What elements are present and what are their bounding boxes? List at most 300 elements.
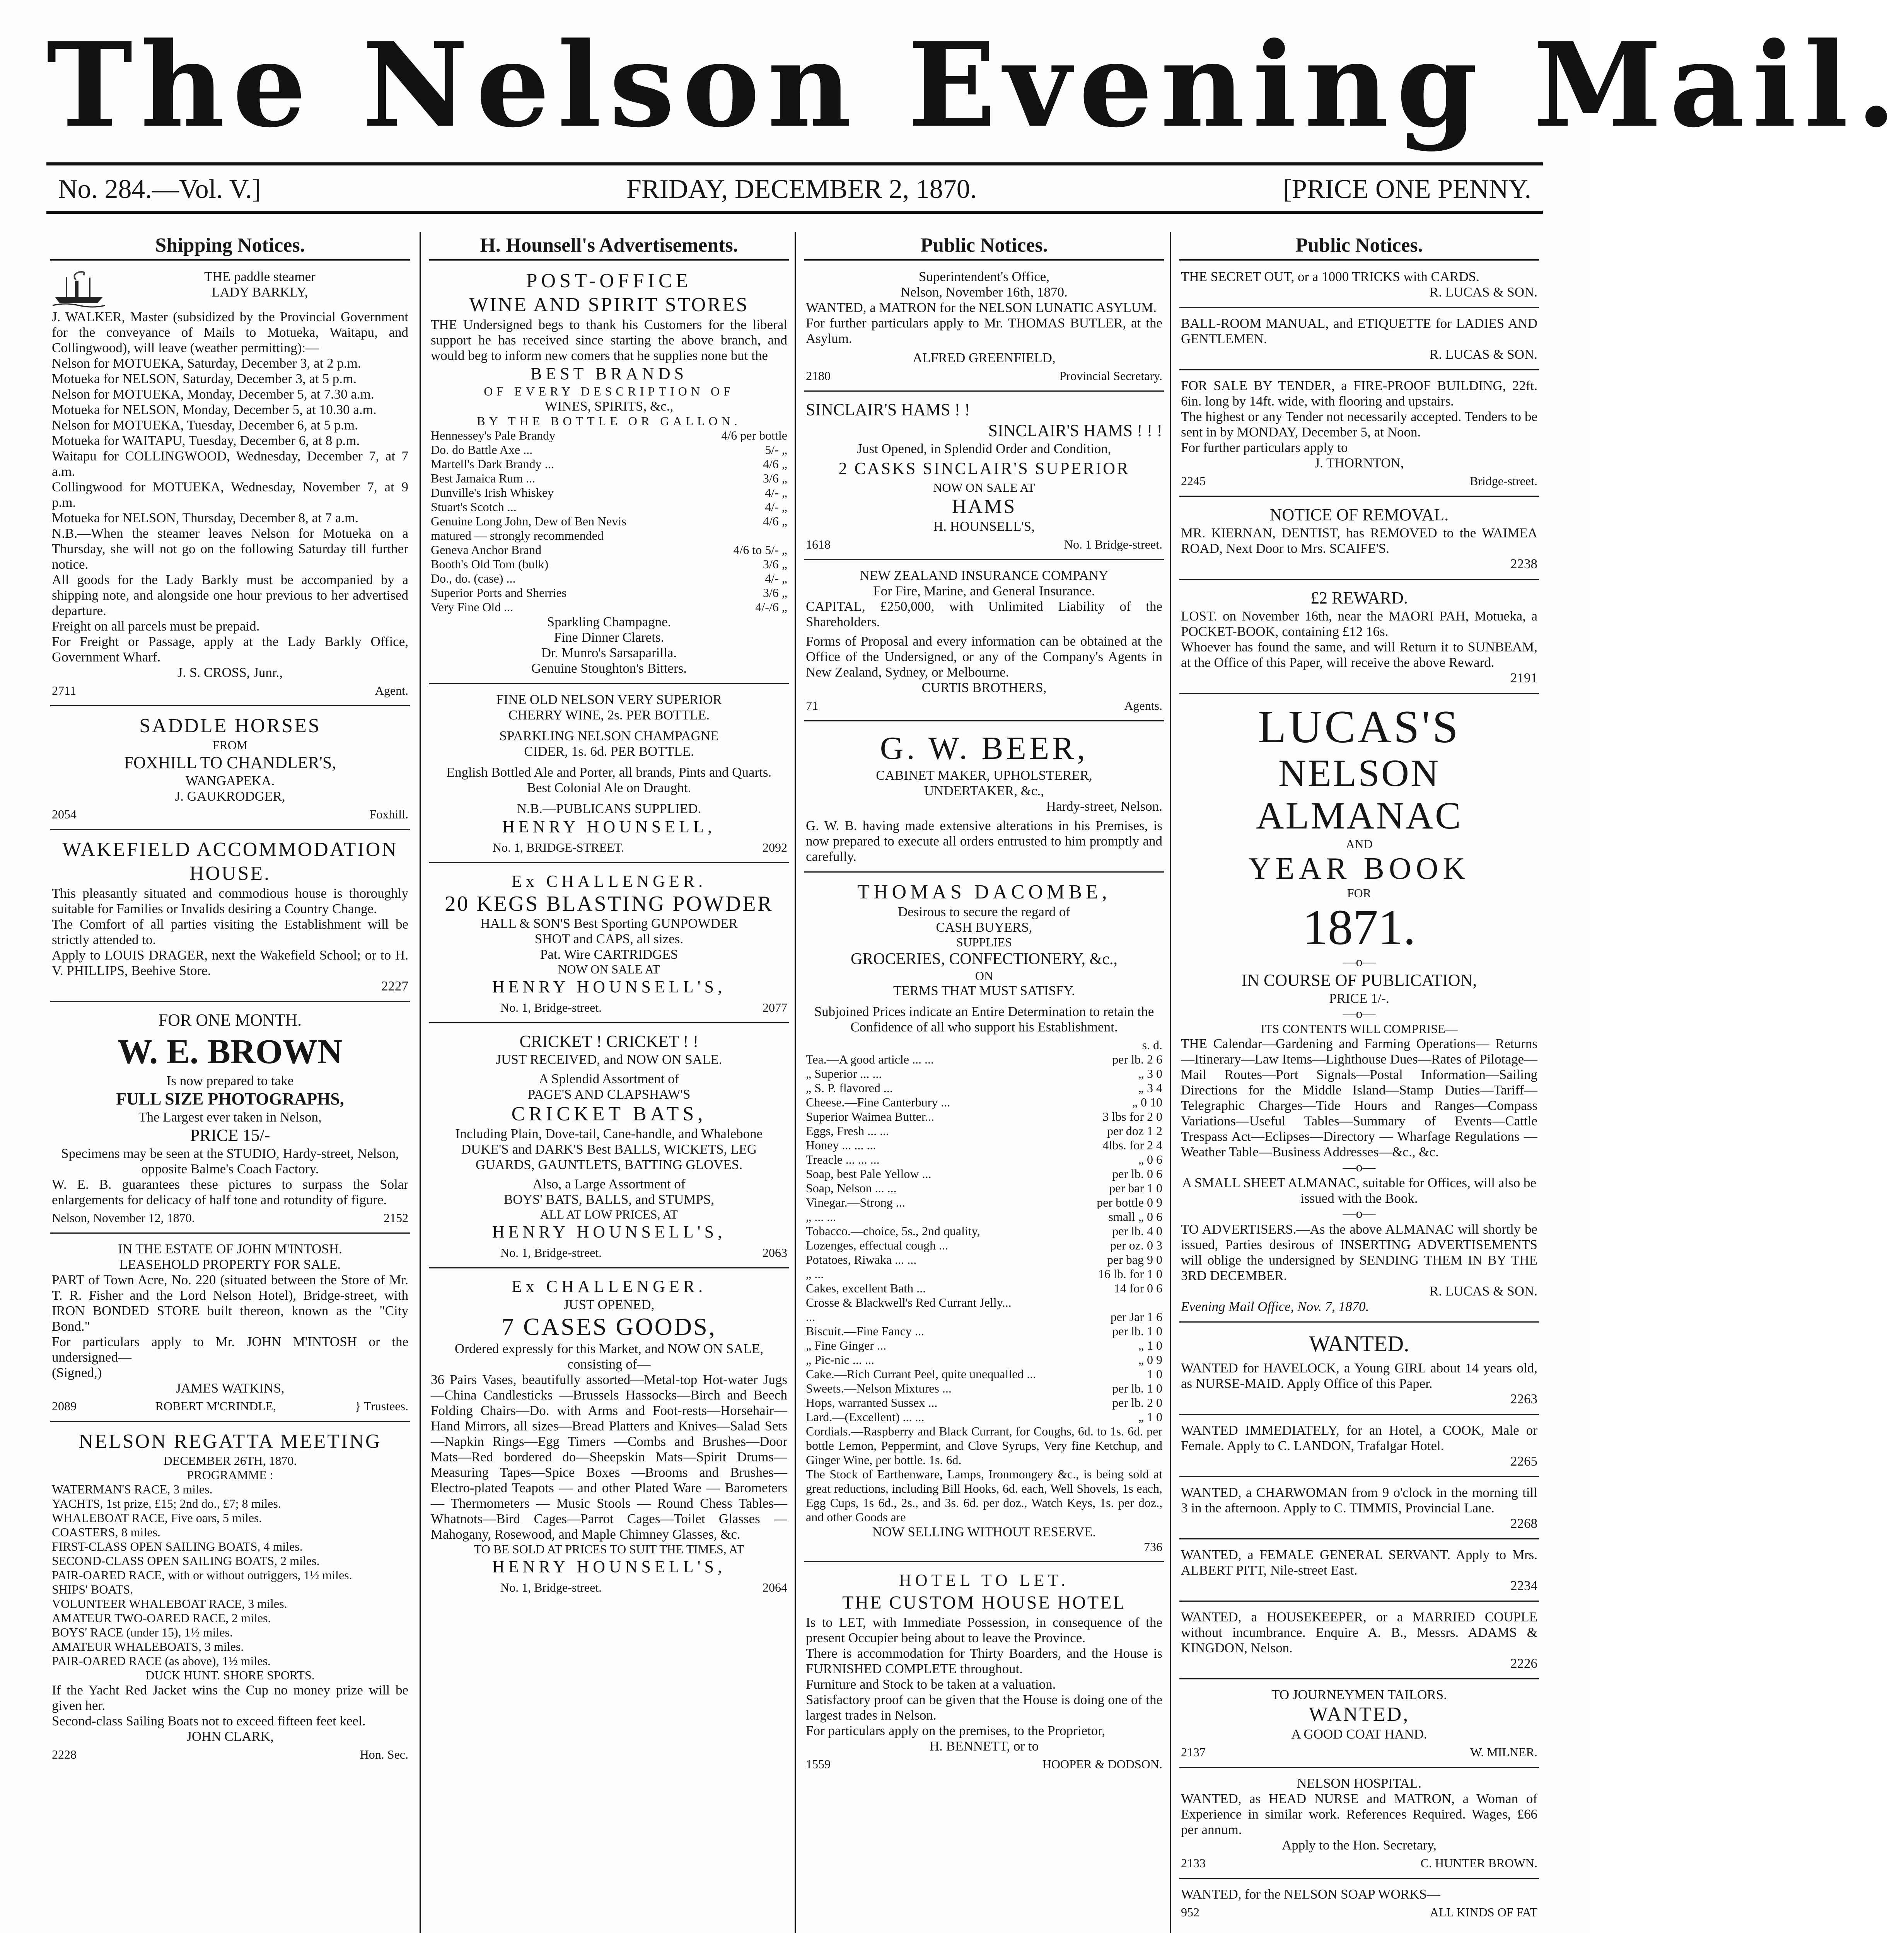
hotel-t4: Furniture and Stock to be taken at a valuation. — [806, 1677, 1056, 1692]
price-item-name: „ Superior ... ... — [806, 1067, 882, 1081]
ad-footer — [431, 1000, 787, 1015]
dacombe-t3: CASH BUYERS, — [936, 920, 1032, 935]
hams-t2: SINCLAIR'S HAMS ! ! ! — [988, 421, 1162, 440]
barkly-signer: J. S. CROSS, Junr., — [177, 665, 283, 680]
wakefield-p3: Apply to LOUIS DRAGER, next the Wakefield School; or to H. V. PHILLIPS, Beehive Store. — [52, 948, 408, 978]
issue-date: FRIDAY, DECEMBER 2, 1870. — [626, 174, 977, 204]
race-item: SHIPS' BOATS. — [52, 1582, 133, 1596]
ad-wanted-item — [1179, 1544, 1539, 1602]
ad-number: 2064 — [763, 1580, 787, 1594]
brown-price: PRICE 15/- — [190, 1126, 270, 1145]
challenger2-t4: 36 Pairs Vases, beautifully assorted—Metal-top Hot-water Jugs—China Candlesticks —Brussels Hassocks—Birch and Beech Folding Chairs—Do. with Arms and Foot-rests—Horsehair—Hand Mirrors, all sizes—Bread Platters and Knives—Salad Sets—Napkin Rings—Egg Timers —Combs and Brushes—Door Mats—Red bordered do—Sheepskin Mats—Spirit Drums—Measuring Tapes—Spice Boxes —Brooms and Brushes—Electro-plated Teapots — and other Plated Ware — Barometers — Thermometers — Music Stools — Round Chess Tables—Whatnots—Bird Cages—Parrot Cages—Toilet Glasses — Mahogany, Rosewood, and Maple Chimney Glasses, &c. — [431, 1372, 787, 1542]
barkly-freight: Freight on all parcels must be prepaid. — [52, 619, 260, 634]
price-item-name: Geneva Anchor Brand — [431, 543, 542, 557]
hospital-signer: C. HUNTER BROWN. — [1420, 1856, 1537, 1870]
ad-number: 2089 — [52, 1399, 77, 1413]
almanac-t8: PRICE 1/-. — [1329, 991, 1389, 1006]
ad-notice-removal — [1179, 501, 1539, 580]
price-item-price: per lb. 1 0 — [1112, 1324, 1162, 1338]
price-item-name: Treacle ... ... ... — [806, 1152, 880, 1166]
brown-p1: Is now prepared to take — [166, 1073, 294, 1088]
beer-t2: CABINET MAKER, UPHOLSTERER, — [876, 768, 1092, 783]
hotel-t6: For particulars apply on the premises, to the Proprietor, — [806, 1723, 1106, 1738]
price-item-name: Cakes, excellent Bath ... — [806, 1281, 926, 1295]
price-item-name: Superior Ports and Sherries — [431, 586, 567, 600]
postoffice-t4: OF EVERY DESCRIPTION OF — [484, 384, 734, 398]
brown-name: W. E. BROWN — [118, 1033, 343, 1071]
ad-footer — [52, 806, 408, 822]
price-item-name: Very Fine Old ... — [431, 600, 514, 614]
dacombe-t5: GROCERIES, CONFECTIONERY, &c., — [851, 950, 1117, 968]
asylum-t2: For further particulars apply to Mr. THOMAS BUTLER, at the Asylum. — [806, 315, 1162, 346]
ad-number: 2077 — [763, 1001, 787, 1014]
sailing-item: Collingwood for MOTUEKA, Wednesday, November 7, at 9 p.m. — [52, 479, 408, 510]
almanac-t10: THE Calendar—Gardening and Farming Operations— Returns—Itinerary—Law Items—Lighthouse Dues—Rates of Pilotage—Mail Routes—Port Signals—Postal Information—Sailing Directions for the Middle Island—Stamp Duties—Tariff—Telegraphic Charges—Tide Hours and Ranges—Compass Variations—Useful Tables—Summary of Events—Cattle Trespass Act—Eclipses—Directory — Wharfage Regulations — Weather Table—Business Addresses—&c., &c. — [1181, 1036, 1537, 1159]
tailors-signer: W. MILNER. — [1470, 1745, 1537, 1759]
price-item-name: „ S. P. flavored ... — [806, 1081, 893, 1095]
price-item — [431, 428, 787, 443]
hams-t3: Just Opened, in Splendid Order and Condition, — [857, 441, 1111, 456]
race-item: WATERMAN'S RACE, 3 miles. — [52, 1482, 213, 1496]
sailing-item: Nelson for MOTUEKA, Tuesday, December 6, at 5 p.m. — [52, 418, 358, 433]
sailing-item: Nelson for MOTUEKA, Saturday, December 3, at 2 p.m. — [52, 356, 361, 371]
ad-role: Hon. Sec. — [360, 1747, 408, 1761]
ad-brown-photographs — [50, 1007, 410, 1234]
price-item-price: per bag 9 0 — [1107, 1253, 1162, 1267]
ad-blasting-powder — [429, 868, 789, 1023]
hams-t4: 2 CASKS SINCLAIR'S SUPERIOR — [838, 459, 1130, 478]
ad-number: 2092 — [763, 840, 787, 854]
hams-t7: H. HOUNSELL'S, — [933, 519, 1035, 534]
barkly-goods: All goods for the Lady Barkly must be accompanied by a shipping note, and alongside one hour previous to her advertised departure. — [52, 572, 408, 618]
ad-saddle-horses — [50, 711, 410, 830]
steamship-icon — [52, 269, 106, 308]
price-item-price: „ 3 0 — [1138, 1067, 1162, 1081]
price-item-price: 14 for 0 6 — [1114, 1281, 1162, 1295]
masthead-rule — [46, 162, 1543, 165]
ad-number: 2180 — [806, 369, 831, 383]
ad-number: 2063 — [763, 1246, 787, 1260]
cherry-l1: FINE OLD NELSON VERY SUPERIOR — [496, 692, 722, 707]
price-item-price: 4/-/6 „ — [755, 600, 787, 614]
ad-number: 1559 — [806, 1757, 831, 1771]
price-item-price: 3/6 „ — [763, 586, 787, 600]
horses-from: FROM — [212, 738, 248, 752]
horses-route: FOXHILL TO CHANDLER'S, — [124, 753, 336, 772]
ad-ballroom-manual — [1179, 313, 1539, 370]
challenger2-t2: 7 CASES GOODS, — [502, 1313, 717, 1340]
price-item-price: 3/6 „ — [763, 557, 787, 571]
tailors-t2: A GOOD COAT HAND. — [1291, 1727, 1427, 1742]
ad-footer — [52, 1747, 408, 1762]
removal-head: NOTICE OF REMOVAL. — [1269, 505, 1449, 524]
ornament: —o— — [1343, 1160, 1376, 1174]
regatta-p2: Second-class Sailing Boats not to exceed fifteen feet keel. — [52, 1713, 366, 1728]
ad-cherry-wine — [429, 689, 789, 863]
wanted-text: WANTED IMMEDIATELY, for an Hotel, a COOK, Male or Female. Apply to C. LANDON, Trafalgar Hotel. — [1181, 1423, 1537, 1453]
postoffice-intro: THE Undersigned begs to thank his Customers for the liberal support he has received since starting the above branch, and would beg to inform new comers that he supplies none but the — [431, 317, 787, 363]
price-item — [431, 500, 787, 514]
price-item-price: 16 lb. for 1 0 — [1098, 1267, 1162, 1281]
price-item — [806, 1267, 1162, 1281]
dateline-rule — [46, 211, 1543, 214]
tender-t1: FOR SALE BY TENDER, a FIRE-PROOF BUILDING, 22ft. 6in. long by 14ft. wide, with flooring and upstairs. — [1181, 378, 1537, 409]
price-item-price: per lb. 0 6 — [1112, 1167, 1162, 1181]
price-item-name: Honey ... ... ... — [806, 1138, 876, 1152]
ornament: —o— — [1343, 955, 1376, 969]
ad-number: 2234 — [1510, 1578, 1537, 1593]
price-item-name: Genuine Long John, Dew of Ben Nevis matured — strongly recommended — [431, 514, 626, 542]
ad-wanted-item — [1179, 1482, 1539, 1539]
sailing-item: Motueka for NELSON, Thursday, December 8, at 7 a.m. — [52, 510, 359, 525]
race-item: VOLUNTEER WHALEBOAT RACE, 3 miles. — [52, 1597, 287, 1611]
tricks-t1: THE SECRET OUT, or a 1000 TRICKS with CARDS. — [1181, 269, 1479, 284]
price-item-name: Superior Waimea Butter... — [806, 1110, 934, 1123]
masthead-title: The Nelson Evening Mail. — [46, 17, 1904, 153]
price-item-price: 4/- „ — [765, 500, 787, 514]
cricket-t8: ALL AT LOW PRICES, AT — [540, 1207, 678, 1221]
cherry-l4: CIDER, 1s. 6d. PER BOTTLE. — [524, 744, 694, 759]
price-item — [431, 586, 787, 600]
challenger1-t2: HALL & SON'S Best Sporting GUNPOWDER — [480, 916, 738, 931]
ballroom-t1: BALL-ROOM MANUAL, and ETIQUETTE for LADIES AND GENTLEMEN. — [1181, 316, 1537, 346]
race-item: YACHTS, 1st prize, £15; 2nd do., £7; 8 miles. — [52, 1497, 281, 1510]
price-item-name: Tobacco.—choice, 5s., 2nd quality, — [806, 1224, 980, 1238]
hotel-t5: Satisfactory proof can be given that the House is doing one of the largest trades in Nelson. — [806, 1692, 1162, 1723]
price-item-price: 4/6 „ — [763, 514, 787, 528]
ad-number: 2227 — [381, 978, 408, 994]
price-item-name: Booth's Old Tom (bulk) — [431, 557, 549, 571]
price-item-price: per bottle 0 9 — [1097, 1195, 1162, 1209]
almanac-t4: YEAR BOOK — [1248, 852, 1470, 886]
price-item-name: Tea.—A good article ... ... — [806, 1052, 934, 1066]
ad-soap-works — [1179, 1884, 1539, 1927]
column-shipping-notices — [50, 232, 410, 1933]
price-item — [806, 1052, 1162, 1067]
price-item-price: „ 1 0 — [1138, 1410, 1162, 1424]
price-item-price: per lb. 1 0 — [1112, 1381, 1162, 1395]
challenger1-t6: HENRY HOUNSELL'S, — [492, 977, 726, 996]
price-item-name: Eggs, Fresh ... ... — [806, 1124, 889, 1138]
price-item-price: 4lbs. for 2 4 — [1102, 1138, 1162, 1152]
tender-t2: The highest or any Tender not necessarily accepted. Tenders to be sent in by MONDAY, December 5, at Noon. — [1181, 409, 1537, 440]
price-item-name: „ ... ... — [806, 1210, 836, 1224]
insurance-t3: CAPITAL, £250,000, with Unlimited Liability of the Shareholders. — [806, 599, 1162, 629]
price-item — [431, 557, 787, 571]
price-item — [431, 571, 787, 586]
ad-wanted-item — [1179, 1606, 1539, 1679]
price-item-name: Hennessey's Pale Brandy — [431, 428, 556, 442]
price-item-name: Dunville's Irish Whiskey — [431, 486, 554, 499]
postoffice-extra: Fine Dinner Clarets. — [554, 630, 664, 645]
issue-price: [PRICE ONE PENNY. — [1283, 174, 1531, 204]
almanac-signer: R. LUCAS & SON. — [1429, 1284, 1537, 1299]
hotel-t8: HOOPER & DODSON. — [1042, 1757, 1162, 1771]
price-item-price: small „ 0 6 — [1108, 1210, 1162, 1224]
column-heading: Shipping Notices. — [50, 232, 410, 261]
regatta-p1: If the Yacht Red Jacket wins the Cup no money prize will be given her. — [52, 1682, 408, 1713]
brown-p4: Specimens may be seen at the STUDIO, Hardy-street, Nelson, opposite Balme's Coach Factory. — [61, 1146, 399, 1176]
price-item — [806, 1410, 1162, 1424]
price-item — [806, 1110, 1162, 1124]
price-item — [806, 1095, 1162, 1110]
ad-number: 2265 — [1510, 1454, 1537, 1469]
price-item-price: „ 0 10 — [1132, 1095, 1162, 1109]
ad-date: Nelson, November 12, 1870. — [52, 1211, 195, 1225]
ad-footer — [806, 368, 1162, 384]
price-item-price: 3 lbs for 2 0 — [1102, 1110, 1162, 1123]
dacombe-t6: ON — [975, 969, 993, 983]
price-item-price: 1 0 — [1147, 1367, 1162, 1381]
price-item-name: Sweets.—Nelson Mixtures ... — [806, 1381, 952, 1395]
almanac-t7: IN COURSE OF PUBLICATION, — [1241, 971, 1477, 990]
barkly-name: LADY BARKLY, — [212, 285, 308, 300]
ad-secret-tricks — [1179, 266, 1539, 308]
price-item — [806, 1067, 1162, 1081]
price-item — [431, 600, 787, 614]
cricket-t7: BOYS' BATS, BALLS, and STUMPS, — [503, 1192, 715, 1207]
price-item — [806, 1181, 1162, 1195]
horses-title: SADDLE HORSES — [139, 715, 321, 737]
ad-role: } Trustees. — [355, 1399, 408, 1413]
tailors-head: TO JOURNEYMEN TAILORS. — [1271, 1687, 1447, 1702]
price-item-name: Lozenges, effectual cough ... — [806, 1238, 949, 1252]
wanted-text: WANTED for HAVELOCK, a Young GIRL about 14 years old, as NURSE-MAID. Apply Office of this Paper. — [1181, 1360, 1537, 1391]
postoffice-extra: Dr. Munro's Sarsaparilla. — [541, 645, 677, 660]
brown-p2: FULL SIZE PHOTOGRAPHS, — [116, 1089, 344, 1108]
price-item-price: 4/- „ — [765, 571, 787, 585]
cherry-l3: SPARKLING NELSON CHAMPAGNE — [499, 728, 719, 743]
price-item — [806, 1195, 1162, 1210]
price-item — [431, 471, 787, 486]
hotel-t3: There is accommodation for Thirty Boarders, and the House is FURNISHED COMPLETE throughout. — [806, 1646, 1162, 1676]
regatta-signer: JOHN CLARK, — [186, 1729, 274, 1744]
challenger2-t1: JUST OPENED, — [563, 1297, 655, 1312]
price-item — [806, 1167, 1162, 1181]
cherry-l9: No. 1, BRIDGE-STREET. — [493, 840, 624, 854]
ad-number: 1618 — [806, 537, 831, 551]
ad-number: 2228 — [52, 1747, 77, 1761]
insurance-t4: Forms of Proposal and every information can be obtained at the Office of the Undersigned, or any of the Company's Agents in New Zealand, Sydney, or Melbourne. — [806, 634, 1162, 680]
column-heading: H. Hounsell's Advertisements. — [429, 232, 789, 261]
race-item: AMATEUR WHALEBOATS, 3 miles. — [52, 1640, 244, 1653]
price-item-price: „ 0 6 — [1138, 1152, 1162, 1166]
race-item: WHALEBOAT RACE, Five oars, 5 miles. — [52, 1511, 262, 1525]
ad-mintosh-estate — [50, 1238, 410, 1422]
insurance-t1: NEW ZEALAND INSURANCE COMPANY — [860, 568, 1109, 583]
race-item: FIRST-CLASS OPEN SAILING BOATS, 4 miles. — [52, 1539, 303, 1553]
cherry-l6: Best Colonial Ale on Draught. — [527, 780, 691, 795]
race-item: AMATEUR TWO-OARED RACE, 2 miles. — [52, 1611, 271, 1625]
price-item-price: 4/6 to 5/- „ — [733, 543, 787, 557]
ad-wanted-item — [1179, 1357, 1539, 1415]
price-item — [806, 1324, 1162, 1338]
price-item — [806, 1353, 1162, 1367]
beer-t3: UNDERTAKER, &c., — [924, 783, 1044, 798]
cricket-t1: JUST RECEIVED, and NOW ON SALE. — [496, 1052, 722, 1067]
ad-number: 2238 — [1510, 556, 1537, 571]
issue-number: No. 284.—Vol. V.] — [58, 174, 261, 204]
challenger1-head: Ex CHALLENGER. — [511, 872, 707, 891]
brown-p3: The Largest ever taken in Nelson, — [138, 1110, 322, 1125]
hams-t1: SINCLAIR'S HAMS ! ! — [806, 400, 970, 419]
wakefield-p1: This pleasantly situated and commodious house is thoroughly suitable for Families or Invalids desiring a Country Change. — [52, 886, 408, 916]
ad-footer — [431, 1580, 787, 1595]
column-hounsell-advertisements — [429, 232, 789, 1933]
challenger2-t7: No. 1, Bridge-street. — [500, 1580, 602, 1594]
price-item — [806, 1138, 1162, 1152]
race-item: SECOND-CLASS OPEN SAILING BOATS, 2 miles. — [52, 1554, 320, 1568]
ad-number: 2191 — [1510, 670, 1537, 685]
estate-trustee-1: JAMES WATKINS, — [176, 1381, 285, 1396]
price-item — [806, 1224, 1162, 1238]
column-divider — [420, 232, 421, 1933]
hotel-head: HOTEL TO LET. — [899, 1571, 1069, 1590]
cricket-t3: PAGE'S AND CLAPSHAW'S — [527, 1087, 691, 1102]
price-item-name: „ Fine Ginger ... — [806, 1338, 886, 1352]
ad-number: 736 — [1144, 1540, 1162, 1554]
challenger1-t7: No. 1, Bridge-street. — [500, 1001, 602, 1014]
ad-footer — [52, 1210, 408, 1226]
wakefield-p2: The Comfort of all parties visiting the Establishment will be strictly attended to. — [52, 917, 408, 947]
postoffice-t3: BEST BRANDS — [530, 364, 688, 383]
price-item-price: per lb. 4 0 — [1112, 1224, 1162, 1238]
beer-t5: G. W. B. having made extensive alterations in his Premises, is now prepared to execute all orders entrusted to him promptly and carefully. — [806, 818, 1162, 864]
price-item-name: „ Pic-nic ... ... — [806, 1353, 874, 1367]
asylum-signer: ALFRED GREENFIELD, — [913, 350, 1056, 365]
price-item-name: Lard.—(Excellent) ... ... — [806, 1410, 925, 1424]
ornament: —o— — [1343, 1207, 1376, 1221]
price-item-name: Martell's Dark Brandy ... — [431, 457, 554, 471]
beer-t1: G. W. BEER, — [880, 730, 1088, 766]
ad-journeymen-tailors — [1179, 1684, 1539, 1768]
wanted-text: WANTED, a FEMALE GENERAL SERVANT. Apply to Mrs. ALBERT PITT, Nile-street East. — [1181, 1547, 1537, 1578]
price-item — [806, 1396, 1162, 1410]
ad-lady-barkly — [50, 266, 410, 706]
beer-t4: Hardy-street, Nelson. — [1046, 799, 1162, 814]
price-item-name: Soap, best Pale Yellow ... — [806, 1167, 932, 1181]
ad-dacombe-grocer — [804, 877, 1164, 1562]
estate-p2: For particulars apply to Mr. JOHN M'INTOSH or the undersigned— — [52, 1334, 408, 1365]
price-item-name: Do., do. (case) ... — [431, 571, 516, 585]
ad-role: Agents. — [1124, 699, 1162, 713]
ad-footer — [1181, 1904, 1537, 1920]
race-item: BOYS' RACE (under 15), 1½ miles. — [52, 1625, 233, 1639]
sailing-item: Nelson for MOTUEKA, Monday, December 5, at 7.30 a.m. — [52, 387, 374, 402]
soap-t2: ALL KINDS OF FAT — [1430, 1905, 1537, 1919]
price-item — [806, 1152, 1162, 1167]
price-item-name: Do. do Battle Axe ... — [431, 443, 533, 457]
ornament: —o— — [1343, 1007, 1376, 1021]
race-item: DUCK HUNT. SHORE SPORTS. — [145, 1668, 315, 1682]
ad-footer — [806, 537, 1162, 552]
almanac-t11: A SMALL SHEET ALMANAC, suitable for Offices, will also be issued with the Book. — [1182, 1175, 1537, 1206]
price-item-price: „ 3 4 — [1138, 1081, 1162, 1095]
hospital-t2: Apply to the Hon. Secretary, — [1281, 1838, 1437, 1853]
tricks-signer: R. LUCAS & SON. — [1429, 285, 1537, 300]
price-item-name: Cheese.—Fine Canterbury ... — [806, 1095, 950, 1109]
estate-head: IN THE ESTATE OF JOHN M'INTOSH. — [118, 1241, 342, 1256]
wanted-text: WANTED, a HOUSEKEEPER, or a MARRIED COUPLE without incumbrance. Enquire A. B., Messrs. ADAMS & KINGDON, Nelson. — [1181, 1609, 1537, 1655]
price-item — [806, 1367, 1162, 1381]
price-item-price: per lb. 2 0 — [1112, 1396, 1162, 1410]
regatta-date: DECEMBER 26TH, 1870. — [163, 1454, 297, 1468]
price-item-name: Soap, Nelson ... ... — [806, 1181, 897, 1195]
price-column-header: s. d. — [1142, 1038, 1162, 1052]
cherry-l5: English Bottled Ale and Porter, all brands, Pints and Quarts. — [446, 765, 772, 780]
ad-number: 2226 — [1510, 1656, 1537, 1671]
almanac-t9: ITS CONTENTS WILL COMPRISE— — [1261, 1022, 1458, 1036]
price-item-name: Best Jamaica Rum ... — [431, 471, 536, 485]
dacombe-t10: The Stock of Earthenware, Lamps, Ironmongery &c., is being sold at great reductions, including Bill Hooks, 6d. each, Well Shovels, 1s each, Egg Cups, 1s 6d., 2s., and 3s. 6d. per doz., Watch Keys, 1s. per doz., and other Goods are — [806, 1467, 1162, 1524]
almanac-t5: FOR — [1347, 886, 1372, 900]
postoffice-extra: Sparkling Champagne. — [547, 614, 671, 629]
dacombe-t11: NOW SELLING WITHOUT RESERVE. — [872, 1524, 1096, 1539]
ad-number: 2245 — [1181, 474, 1206, 488]
price-item-price: 4/6 per bottle — [721, 428, 787, 442]
challenger2-head: Ex CHALLENGER. — [511, 1277, 707, 1296]
hotel-t7: H. BENNETT, or to — [929, 1739, 1039, 1754]
postoffice-t5: WINES, SPIRITS, &c., — [544, 399, 674, 414]
ad-footer — [431, 1245, 787, 1260]
dacombe-t9: Cordials.—Raspberry and Black Currant, for Coughs, 6d. to 1s. 6d. per bottle Lemon, Peppermint, and Clove Syrups, Very fine Ketchup, and Ginger Wine, per bottle. 1s. 6d. — [806, 1424, 1162, 1467]
price-item — [431, 514, 787, 543]
reward-t2: Whoever has found the same, and will Return it to SUNBEAM, at the Office of this Paper, will receive the above Reward. — [1181, 639, 1537, 670]
ad-beer-cabinet-maker — [804, 726, 1164, 873]
postoffice-t2: WINE AND SPIRIT STORES — [469, 294, 749, 316]
hotel-t2: Is to LET, with Immediate Possession, in consequence of the present Occupier being about to leave the Province. — [806, 1615, 1162, 1645]
price-item — [806, 1281, 1162, 1295]
price-item-price: 4/- „ — [765, 486, 787, 499]
cricket-t2: A Splendid Assortment of — [539, 1071, 679, 1086]
ad-number: 2133 — [1181, 1856, 1206, 1870]
ballroom-signer: R. LUCAS & SON. — [1429, 347, 1537, 362]
ad-number: 2137 — [1181, 1745, 1206, 1759]
sailing-item: Motueka for WAITAPU, Tuesday, December 6, at 8 p.m. — [52, 433, 360, 448]
ad-sinclairs-hams — [804, 396, 1164, 560]
ad-number: 952 — [1181, 1905, 1199, 1919]
column-divider — [1170, 232, 1171, 1933]
ad-footer — [431, 840, 787, 855]
price-item — [806, 1295, 1162, 1324]
almanac-t1: LUCAS'S — [1258, 701, 1460, 752]
ad-footer — [52, 1398, 408, 1414]
price-item-price: 5/- „ — [765, 443, 787, 457]
dacombe-t8: Subjoined Prices indicate an Entire Determination to retain the Confidence of all who support his Establishment. — [814, 1004, 1154, 1035]
price-item-price: per Jar 1 6 — [1110, 1310, 1162, 1324]
challenger2-t3: Ordered expressly for this Market, and NOW ON SALE, consisting of— — [454, 1341, 764, 1372]
postoffice-extra: Genuine Stoughton's Bitters. — [531, 661, 687, 676]
price-item-price: 3/6 „ — [763, 471, 787, 485]
cherry-l8: HENRY HOUNSELL, — [502, 817, 716, 836]
dacombe-t7: TERMS THAT MUST SATISFY. — [893, 983, 1075, 998]
price-item-name: Cake.—Rich Currant Peel, quite unequalled ... — [806, 1367, 1036, 1381]
price-item-price: per bar 1 0 — [1109, 1181, 1162, 1195]
almanac-t2: NELSON ALMANAC — [1256, 752, 1462, 837]
dacombe-t1: THOMAS DACOMBE, — [857, 881, 1111, 903]
challenger1-t3: SHOT and CAPS, all sizes. — [534, 931, 684, 946]
ad-tender-building — [1179, 375, 1539, 497]
horses-place: WANGAPEKA. — [185, 773, 275, 788]
hams-t6: HAMS — [952, 496, 1017, 518]
price-item-price: „ 1 0 — [1138, 1338, 1162, 1352]
price-item-price: per lb. 2 6 — [1112, 1052, 1162, 1066]
regatta-programme: PROGRAMME : — [187, 1468, 273, 1482]
price-item — [431, 543, 787, 557]
race-item: PAIR-OARED RACE (as above), 1½ miles. — [52, 1654, 271, 1668]
price-item — [806, 1381, 1162, 1396]
ad-nz-insurance — [804, 565, 1164, 721]
